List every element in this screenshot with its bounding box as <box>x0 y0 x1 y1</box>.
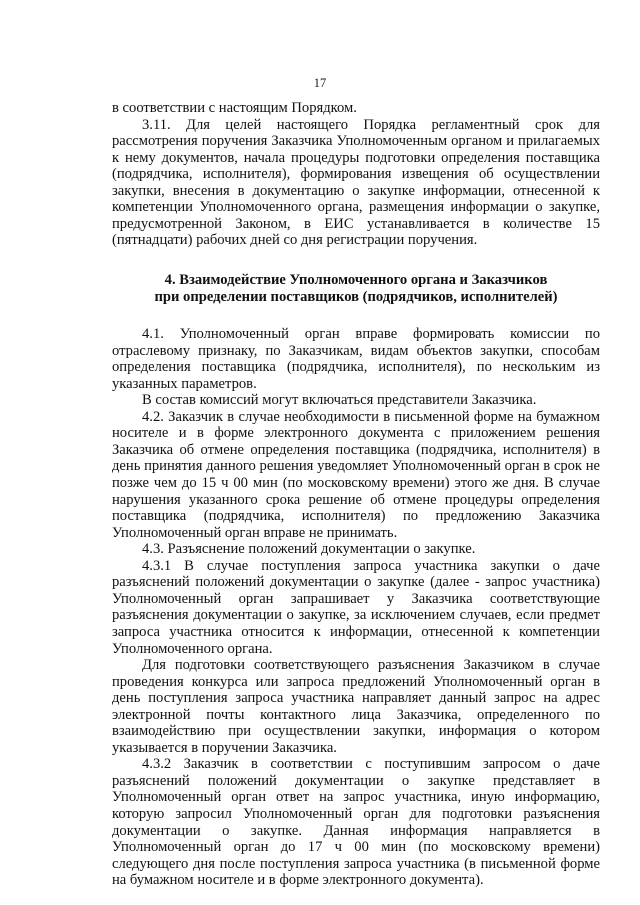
paragraph-4-3-2: 4.3.2 Заказчик в соответствии с поступившим запросом о даче разъяснений положений документации о закупке представляет в Уполномоченный орган ответ на запрос участника, иную информацию, которую запросил Уполномоченный орган для подготовки разъяснения документации о закупке. Данная информация направляется в Уполномоченный орган до 17 ч 00 мин (по московскому времени) следующего дня после поступления запроса участника (в письменной форме на бумажном носителе и в форме электронного документа). <box>112 756 600 889</box>
document-body <box>112 100 600 889</box>
paragraph-continuation: в соответствии с настоящим Порядком. <box>112 100 357 116</box>
section-heading <box>112 272 600 305</box>
paragraph-4-3-1: 4.3.1 В случае поступления запроса участника закупки о даче разъяснений положений документации о закупке (далее - запрос участника) Уполномоченный орган запрашивает у Заказчика соответствующие разъяснения документации о закупке, за исключением случаев, если предмет запроса участника относится к информации, отнесенной к компетенции Уполномоченного органа. <box>112 557 600 657</box>
page-number: 17 <box>313 76 327 90</box>
paragraph-4-1: 4.1. Уполномоченный орган вправе формировать комиссии по отраслевому признаку, по Заказчикам, видам объектов закупки, способам определения поставщика (подрядчика, исполнителя), по нескольким из указанных параметров. <box>112 326 600 392</box>
paragraph-3-11: 3.11. Для целей настоящего Порядка регламентный срок для рассмотрения поручения Заказчика Уполномоченным органом и прилагаемых к нему документов, начала процедуры подготовки определения поставщика (подрядчика, исполнителя), формирования извещения об осуществлении закупки, внесения в документацию о закупке информации, отнесенной к компетенции Уполномоченного органа, размещения информации о закупке, предусмотренной Законом, в ЕИС устанавливается в количестве 15 (пятнадцати) рабочих дней со дня регистрации поручения. <box>112 116 600 249</box>
paragraph-commission-members: В состав комиссий могут включаться представители Заказчика. <box>142 392 537 409</box>
section-heading-line-1: 4. Взаимодействие Уполномоченного органа и Заказчиков <box>164 271 548 288</box>
paragraph-4-3: 4.3. Разъяснение положений документации о закупке. <box>142 541 476 558</box>
section-heading-line-2: при определении поставщиков (подрядчиков, исполнителей) <box>154 288 558 305</box>
paragraph-clarification-preparation: Для подготовки соответствующего разъяснения Заказчиком в случае проведения конкурса или запроса предложений Уполномоченный орган в день поступления запроса участника направляет данный запрос на адрес электронной почты контактного лица Заказчика, определенного по взаимодействию при осуществлении закупки, информация о котором указывается в поручении Заказчика. <box>112 657 600 756</box>
paragraph-4-2: 4.2. Заказчик в случае необходимости в письменной форме на бумажном носителе и в форме электронного документа с приложением решения Заказчика об отмене определения поставщика (подрядчика, исполнителя) в день принятия данного решения уведомляет Уполномоченный орган в срок не позже чем до 15 ч 00 мин (по московскому времени) этого же дня. В случае нарушения указанного срока решение об отмене процедуры определения поставщика (подрядчика, исполнителя) по предложению Заказчика Уполномоченный орган вправе не принимать. <box>112 408 600 541</box>
